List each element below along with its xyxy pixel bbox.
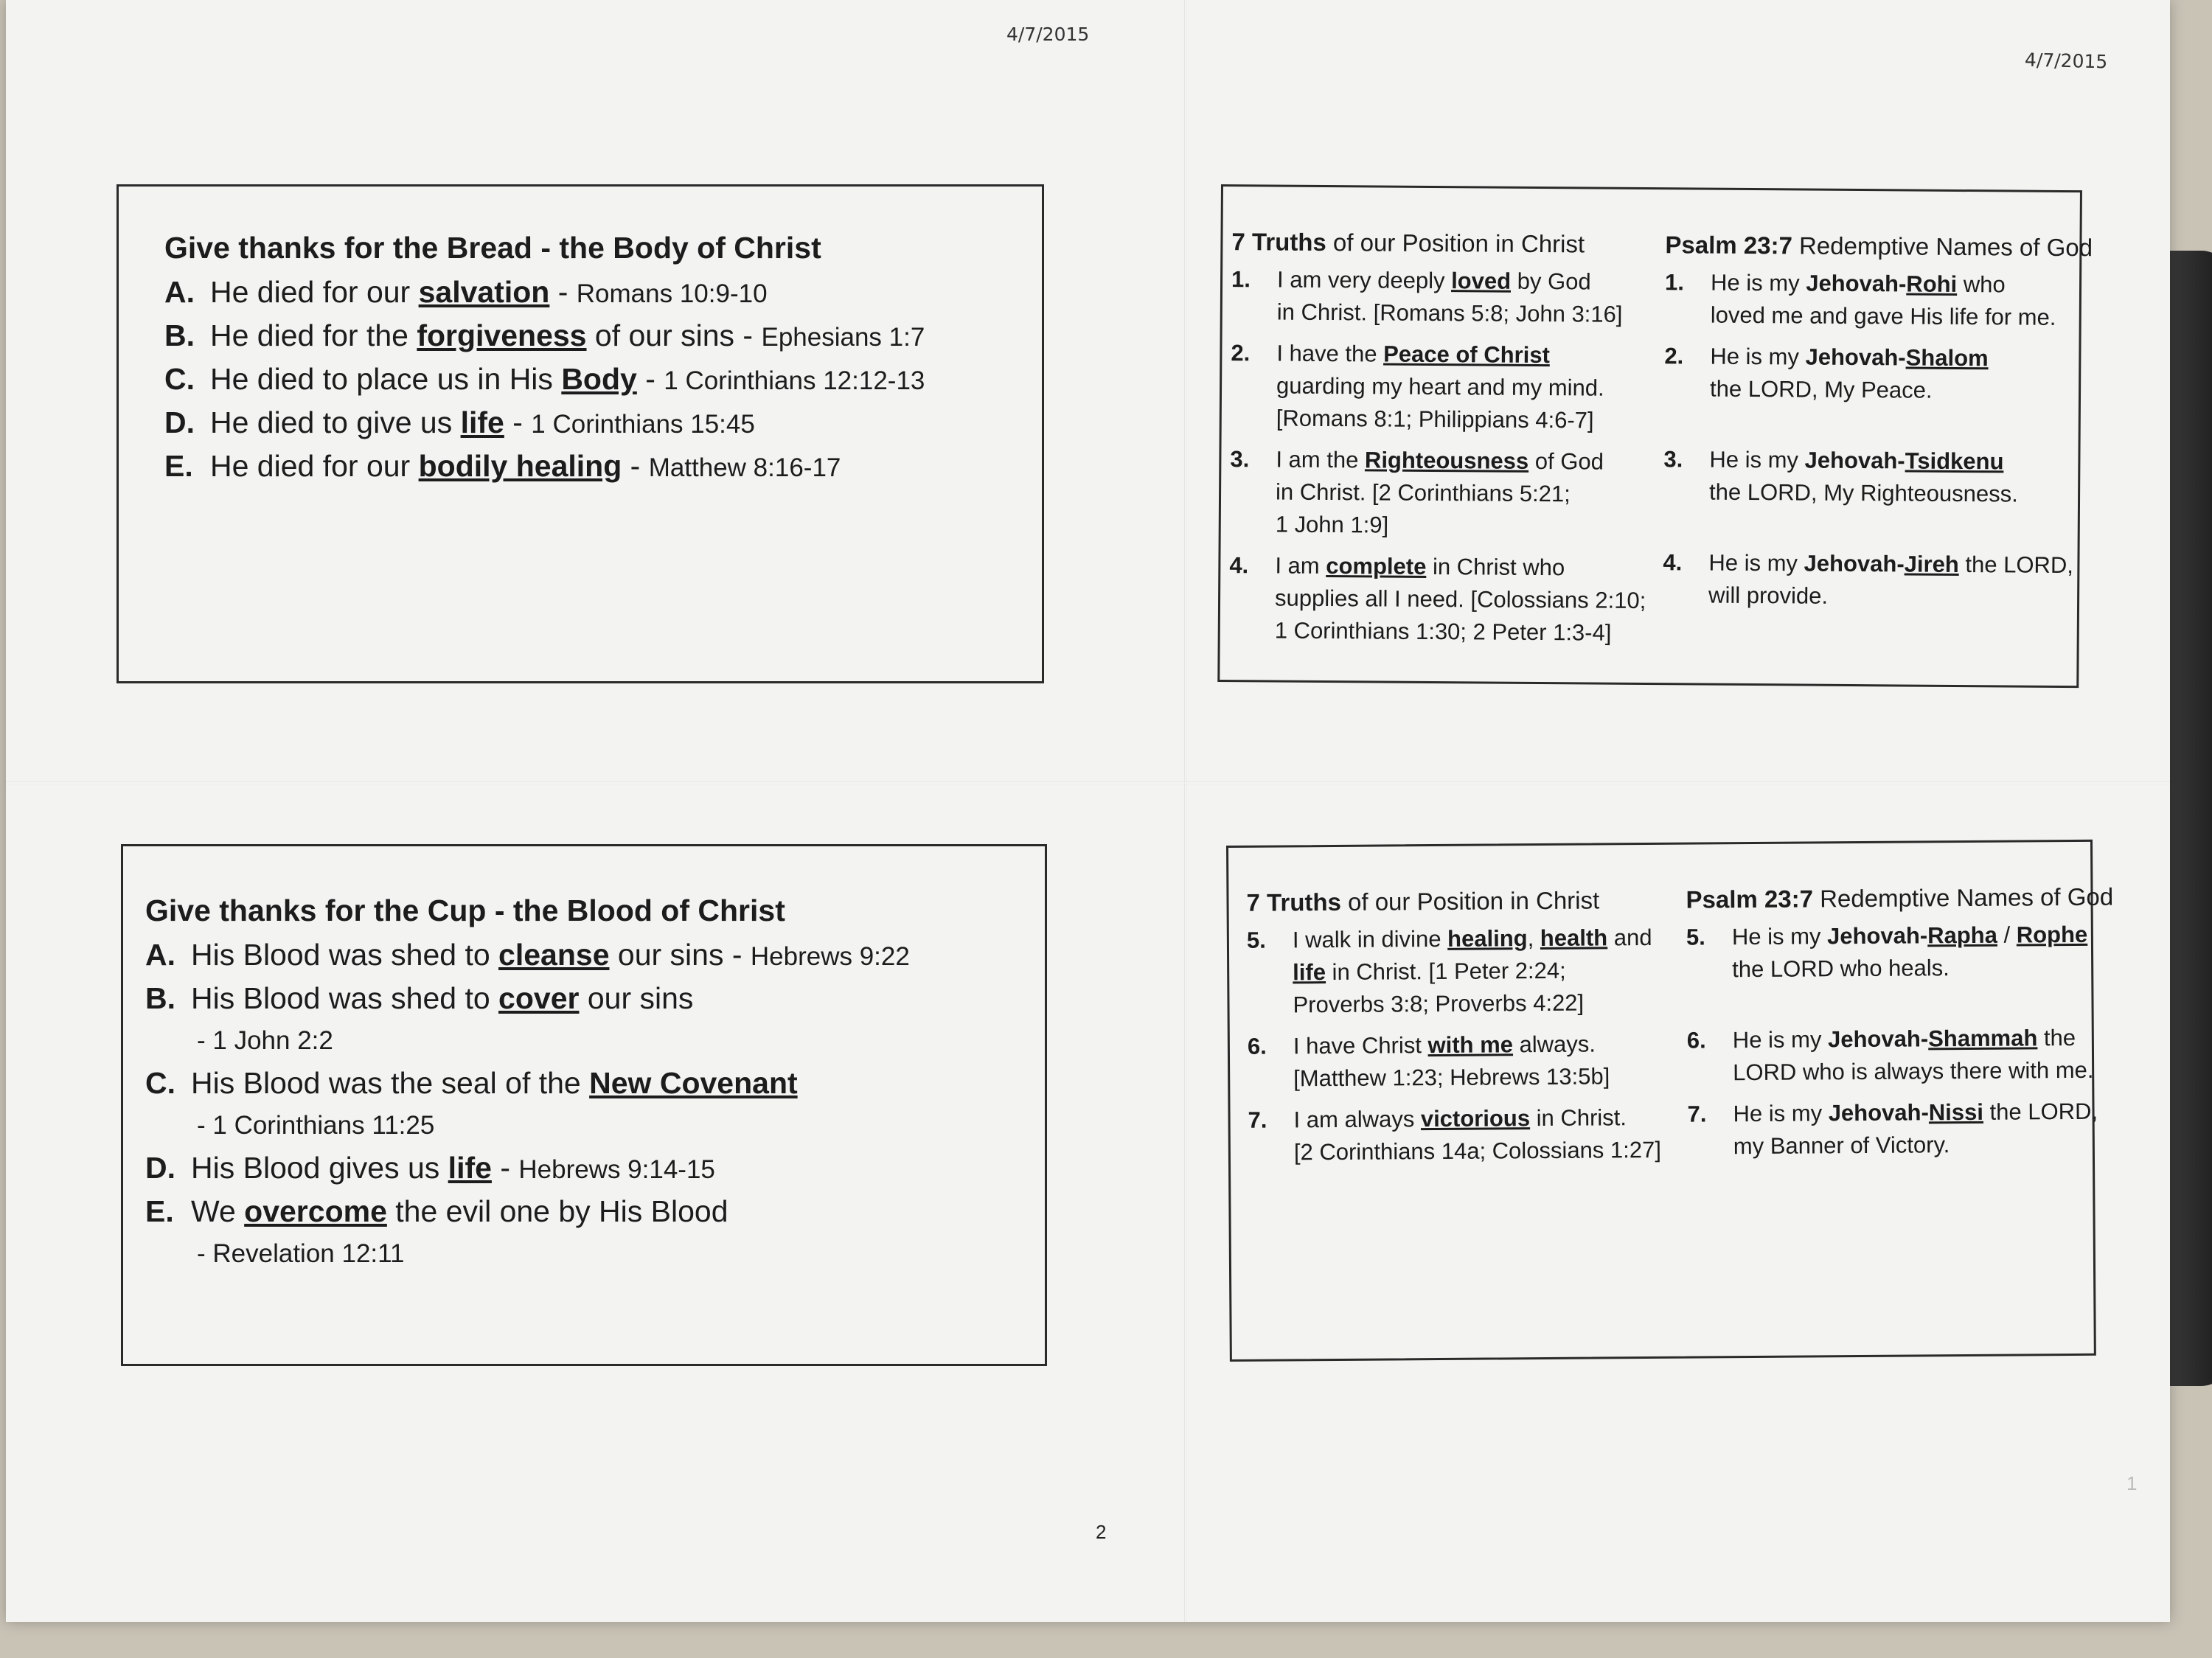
truths-heading: 7 Truths of our Position in Christ — [1231, 228, 1585, 258]
psalm-item: 5. He is my Jehovah-Rapha / Rophe the LORD who heals. — [1686, 921, 2088, 983]
cup-title: Give thanks for the Cup - the Blood of Christ — [145, 894, 785, 927]
cup-item: A. His Blood was shed to cleanse our sins - Hebrews 9:22 — [145, 938, 910, 972]
truths-heading: 7 Truths of our Position in Christ — [1246, 886, 1600, 916]
cup-list — [145, 934, 1045, 1275]
page-number-left: 2 — [1096, 1521, 1107, 1543]
cup-item: C. His Blood was the seal of the New Covenant - 1 Corinthians 11:25 — [145, 1066, 798, 1140]
truth-item: 3. I am the Righteousness of God in Christ. [2 Corinthians 5:21; 1 John 1:9] — [1230, 446, 1604, 538]
truth-item: 4. I am complete in Christ who supplies all I need. [Colossians 2:10; 1 Corinthians 1:30; 2 Peter 1:3-4] — [1229, 552, 1646, 646]
truths-column-bottom — [1246, 886, 1676, 1178]
psalm-item: 3. He is my Jehovah-Tsidkenu the LORD, My Righteousness. — [1663, 446, 2018, 507]
bread-list — [164, 271, 1042, 489]
vertical-fold — [1184, 0, 1187, 1622]
psalm-heading: Psalm 23:7 Redemptive Names of God — [1686, 882, 2114, 913]
bread-item: C. He died to place us in His Body - 1 Corinthians 12:12-13 — [164, 362, 925, 396]
cup-item: D. His Blood gives us life - Hebrews 9:14-15 — [145, 1151, 715, 1185]
page-number-right: 1 — [2126, 1472, 2138, 1494]
truth-item: 1. I am very deeply loved by God in Christ. [Romans 5:8; John 3:16] — [1231, 266, 1623, 327]
psalm-column-bottom — [1686, 882, 2114, 1172]
psalm-item: 7. He is my Jehovah-Nissi the LORD, my Banner of Victory. — [1687, 1098, 2098, 1160]
bread-title: Give thanks for the Bread - the Body of Christ — [164, 231, 821, 265]
truths-card-top — [1217, 184, 2093, 688]
bread-item: E. He died for our bodily healing - Matthew 8:16-17 — [164, 449, 841, 483]
psalm-item: 1. He is my Jehovah-Rohi who loved me and gave His life for me. — [1664, 269, 2056, 330]
psalm-item: 4. He is my Jehovah-Jireh the LORD, will provide. — [1663, 549, 2074, 609]
bread-card — [116, 184, 1044, 683]
psalm-column-top — [1663, 231, 2093, 623]
cup-item: B. His Blood was shed to cover our sins - 1 John 2:2 — [145, 981, 694, 1055]
psalm-heading: Psalm 23:7 Redemptive Names of God — [1665, 231, 2093, 262]
cup-item: E. We overcome the evil one by His Blood - Revelation 12:11 — [145, 1194, 728, 1268]
bread-item: B. He died for the forgiveness of our sins - Ephesians 1:7 — [164, 318, 925, 352]
truth-item: 7. I am always victorious in Christ. [2 Corinthians 14a; Colossians 1:27] — [1248, 1104, 1662, 1166]
horizontal-fold — [6, 781, 2170, 784]
bread-item: D. He died to give us life - 1 Corinthians 15:45 — [164, 405, 755, 439]
truth-item: 2. I have the Peace of Christ guarding my heart and my mind. [Romans 8:1; Philippians 4:6-7] — [1231, 340, 1604, 433]
bread-item: A. He died for our salvation - Romans 10:9-10 — [164, 275, 768, 309]
truths-card-bottom — [1226, 840, 2114, 1362]
date-right: 4/7/2015 — [2024, 49, 2108, 73]
truth-item: 5. I walk in divine healing, health and life in Christ. [1 Peter 2:24; Proverbs 3:8; Proverbs 4:22] — [1246, 924, 1652, 1018]
psalm-item: 2. He is my Jehovah-Shalom the LORD, My Peace. — [1664, 343, 1989, 403]
psalm-item: 6. He is my Jehovah-Shammah the LORD who is always there with me. — [1686, 1024, 2094, 1086]
date-left: 4/7/2015 — [1006, 24, 1090, 45]
truth-item: 6. I have Christ with me always. [Matthew 1:23; Hebrews 13:5b] — [1247, 1031, 1610, 1092]
printed-sheet — [6, 0, 2170, 1622]
cup-card — [121, 844, 1047, 1366]
truths-column-top — [1229, 228, 1652, 658]
